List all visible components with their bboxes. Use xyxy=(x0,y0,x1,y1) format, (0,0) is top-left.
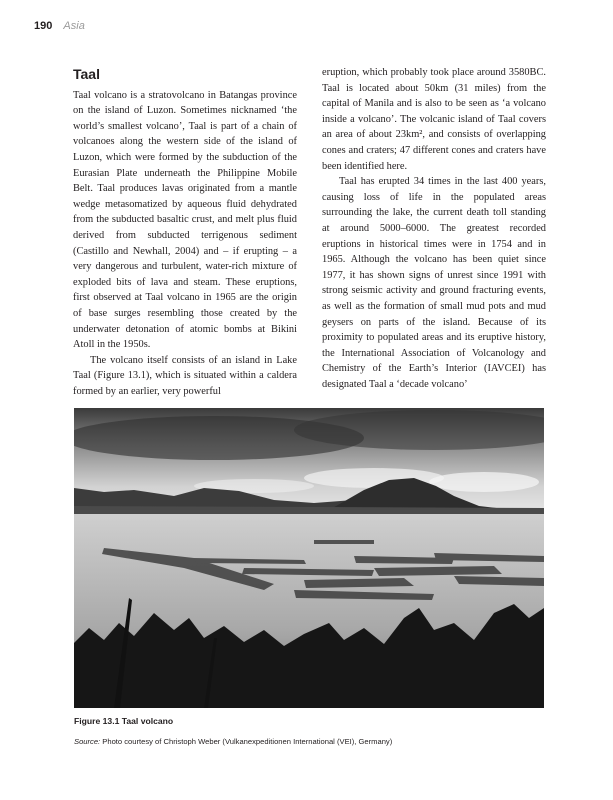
article-heading: Taal xyxy=(73,66,100,82)
figure-caption: Figure 13.1 Taal volcano xyxy=(74,716,174,726)
page-number: 190 xyxy=(34,20,53,32)
paragraph: Taal volcano is a stratovolcano in Batangas province on the island of Luzon. Sometimes nicknamed ‘the world’s smallest volcano’, Taal is part of a chain of volcanoes along the western side of the island of Luzon, which were formed by the subduction of the Eurasian Plate underneath the Philippine Mobile Belt. Taal produces lavas originated from a mantle wedge metasomatized by aqueous fluid dehydrated from the subducted basaltic crust, and melt plus fluid derived from subducted terrigenous sediment (Castillo and Newhall, 2004) and – if erupting – a very dangerous and turbulent, water-rich mixture of exploded bits of lava and steam. These eruptions, first observed at Taal volcano in 1965 are the origin of base surges resembling those created by the underwater detonation of atomic bombs at Bikini Atoll in the 1950s. xyxy=(73,89,297,351)
source-label: Source: xyxy=(74,737,101,746)
figure-source xyxy=(74,737,392,746)
text-column-left xyxy=(73,65,297,399)
taal-volcano-photo xyxy=(74,408,544,708)
photo-illustration xyxy=(74,408,544,708)
source-text: Photo courtesy of Christoph Weber (Vulkanexpeditionen International (VEI), Germany) xyxy=(100,737,393,746)
section-title: Asia xyxy=(63,20,85,32)
paragraph: The volcano itself consists of an island in Lake Taal (Figure 13.1), which is situated within a caldera formed by an earlier, very powerful xyxy=(73,354,297,397)
paragraph: eruption, which probably took place around 3580BC. Taal is located about 50km (31 miles) from the capital of Manila and is also to be seen as ‘a volcano inside a volcano’. The volcanic island of Taal covers an area of about 23km², and consists of overlapping cones and craters; 47 different cones and craters have been identified here. xyxy=(322,67,546,172)
running-header xyxy=(34,20,85,32)
text-column-right xyxy=(322,65,546,392)
paragraph: Taal has erupted 34 times in the last 400 years, causing loss of life in the populated areas surrounding the lake, the current death toll standing at around 5000–6000. The greatest recorded eruptions in historical times were in 1754 and in 1965. Although the volcano has been quiet since 1977, it has shown signs of unrest since 1991 with strong seismic activity and ground fracturing events, as well as the formation of small mud pots and mud geysers on parts of the island. Because of its proximity to populated areas and its eruptive history, the International Association of Volcanology and Chemistry of the Earth’s Interior (IAVCEI) has designated Taal a ‘decade volcano’ xyxy=(322,176,546,390)
